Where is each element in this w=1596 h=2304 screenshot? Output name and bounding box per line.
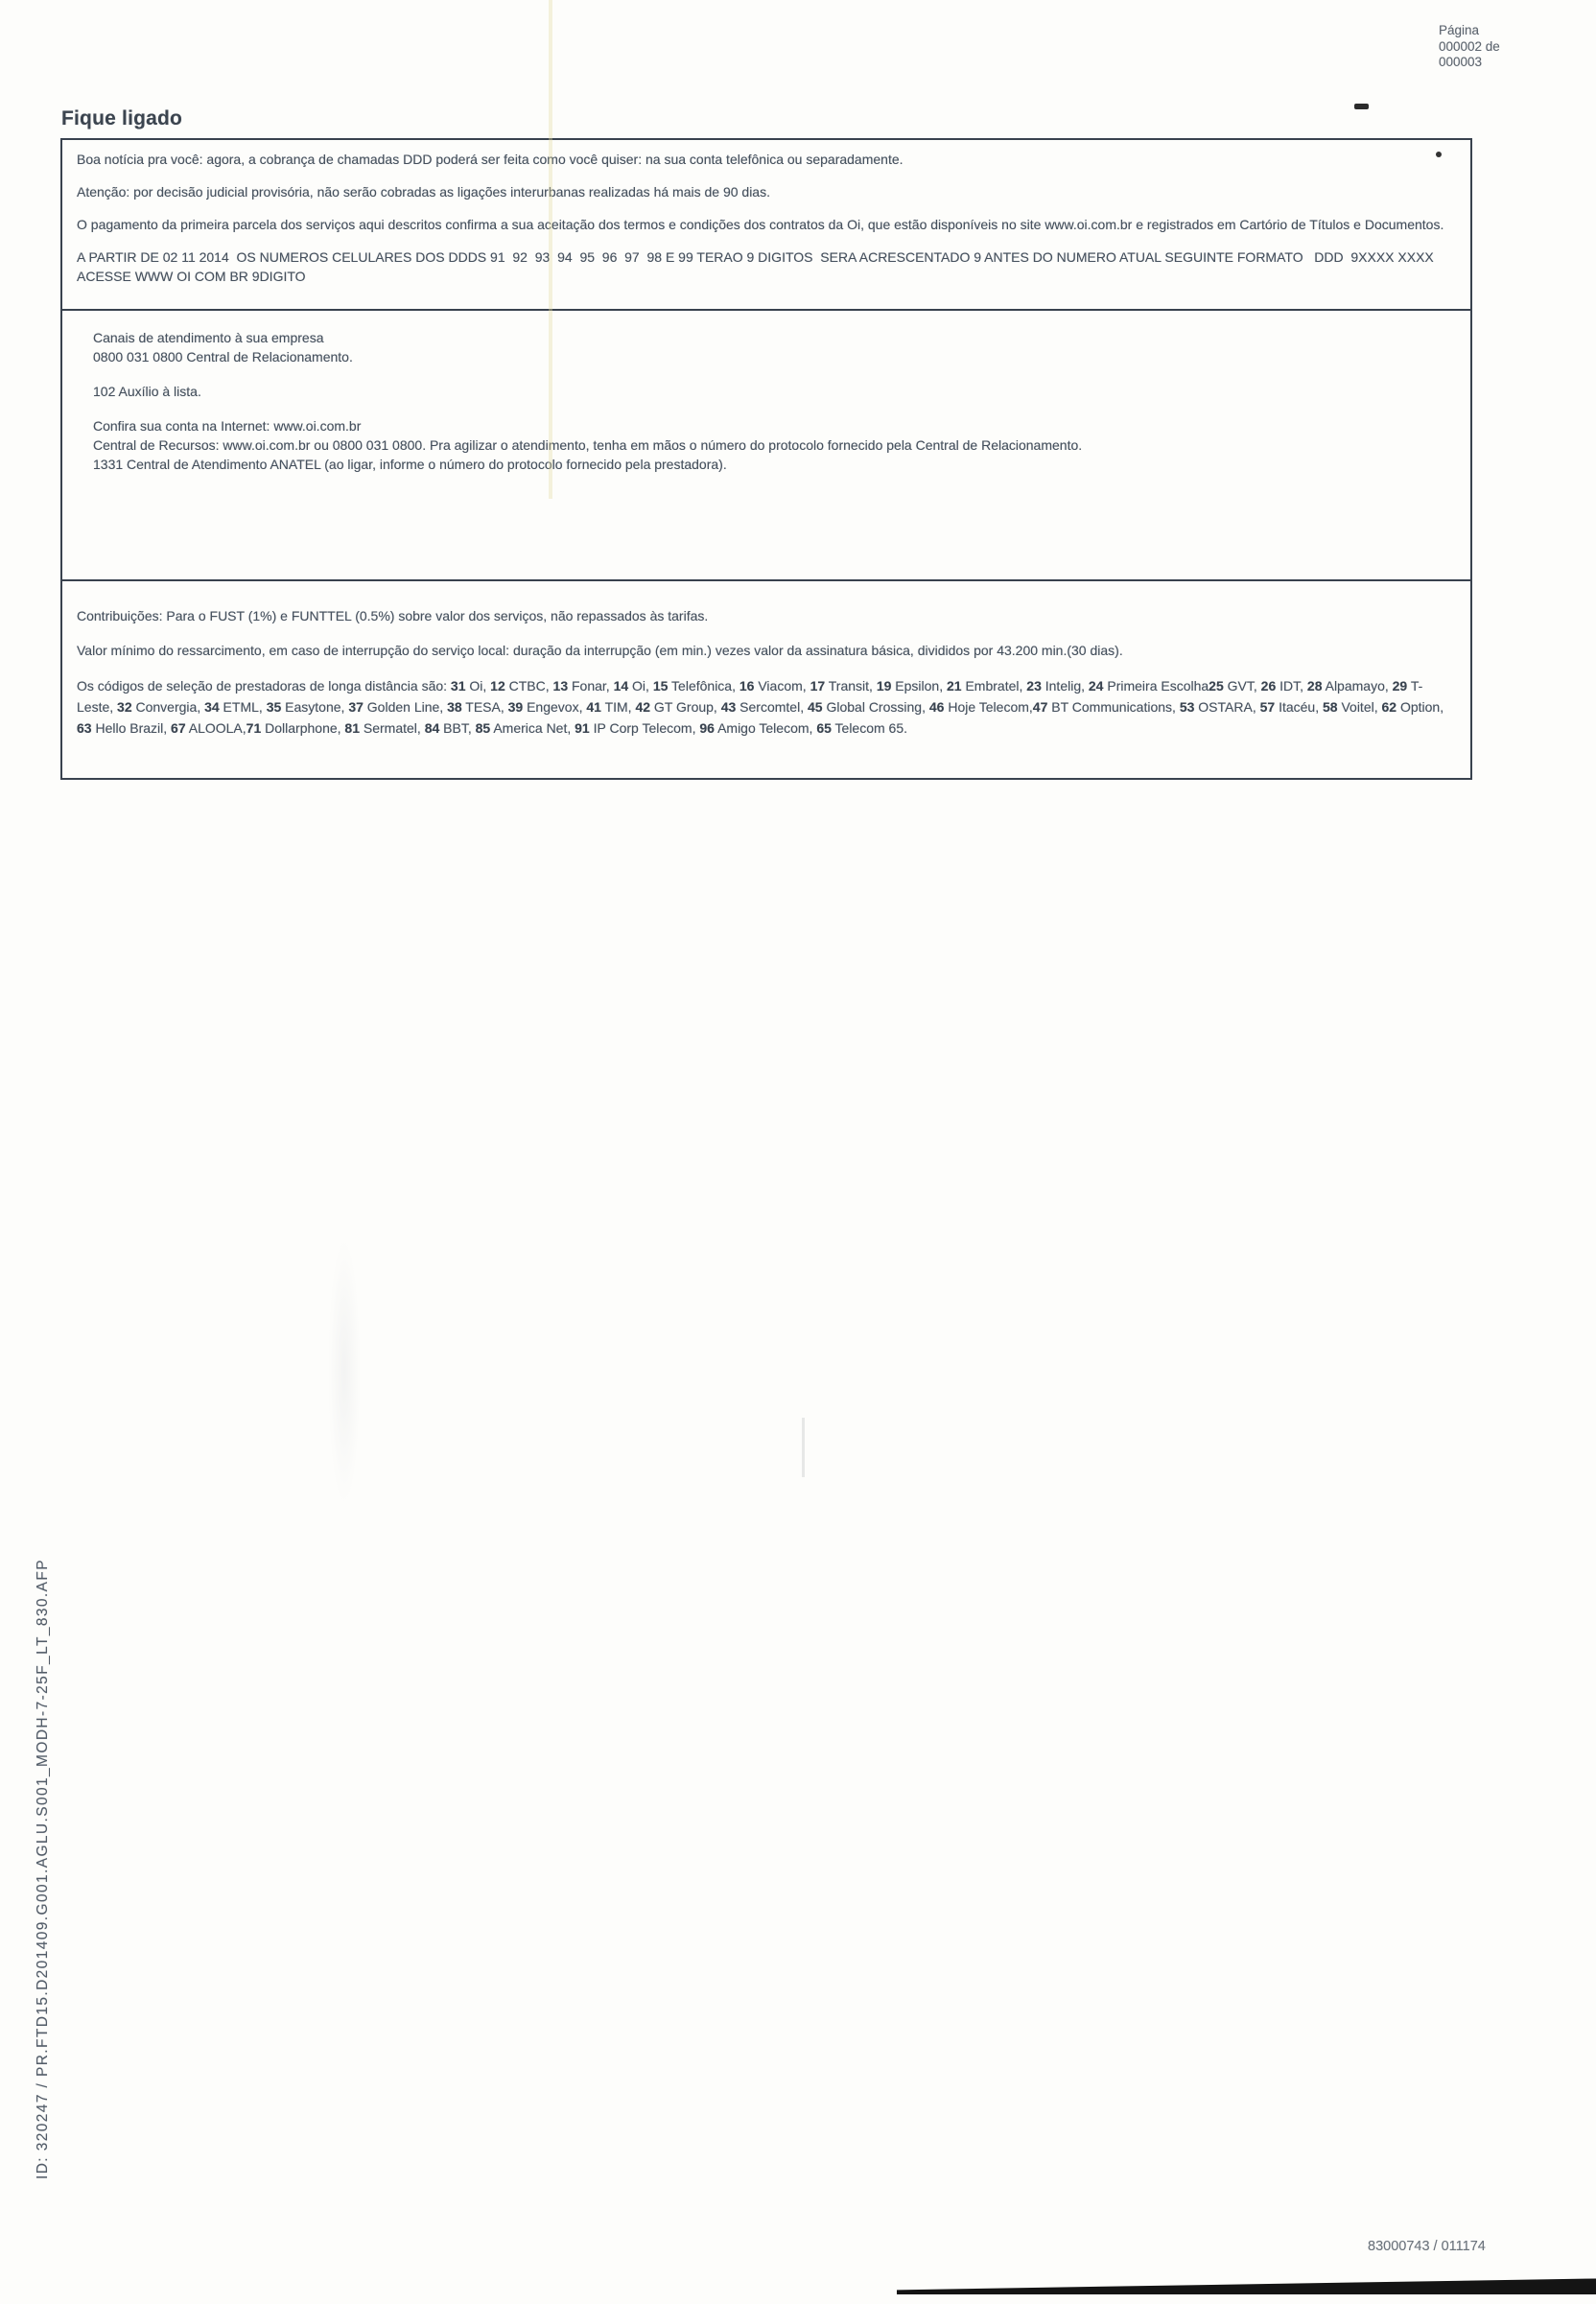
- channels-anatel: 1331 Central de Atendimento ANATEL (ao ligar, informe o número do protocolo fornecido pela prestadora).: [93, 457, 727, 472]
- footer-reference: 83000743 / 011174: [1368, 2239, 1486, 2254]
- carrier-codes-paragraph: Os códigos de seleção de prestadoras de longa distância são: 31 Oi, 12 CTBC, 13 Fonar, 14 Oi, 15 Telefônica, 16 Viacom, 17 Transit, 19 Epsilon, 21 Embratel, 23 Intelig, 24 Primeira Escolha25 GVT, 26 IDT, 28 Alpamayo, 29 T-Leste, 32 Convergia, 34 ETML, 35 Easytone, 37 Golden Line, 38 TESA, 39 Engevox, 41 TIM, 42 GT Group, 43 Sercomtel, 45 Global Crossing, 46 Hoje Telecom,47 BT Communications, 53 OSTARA, 57 Itacéu, 58 Voitel, 62 Option, 63 Hello Brazil, 67 ALOOLA,71 Dollarphone, 81 Sermatel, 84 BBT, 85 America Net, 91 IP Corp Telecom, 96 Amigo Telecom, 65 Telecom 65.: [77, 678, 1444, 736]
- scan-artifact-streak: [549, 0, 552, 499]
- notices-frame: [60, 138, 1472, 780]
- scan-artifact-smudge: [328, 1237, 361, 1506]
- notice-paragraph: O pagamento da primeira parcela dos serviços aqui descritos confirma a sua aceitação dos termos e condições dos contratos da Oi, que estão disponíveis no site www.oi.com.br e registrados em Cartório de Títulos e Documentos.: [77, 217, 1444, 232]
- channels-phone-central: 0800 031 0800 Central de Relacionamento.: [93, 349, 353, 364]
- notice-paragraph: Atenção: por decisão judicial provisória, não serão cobradas as ligações interurbanas realizadas há mais de 90 dias.: [77, 184, 770, 200]
- spacer: [93, 366, 1457, 382]
- page-title: Fique ligado: [61, 107, 183, 129]
- scan-artifact-bar: [897, 2277, 1596, 2294]
- page-indicator-label: Página: [1439, 23, 1480, 37]
- legal-contributions: Contribuições: Para o FUST (1%) e FUNTTEL (0.5%) sobre valor dos serviços, não repassados às tarifas.: [77, 608, 709, 623]
- legal-section: [62, 579, 1470, 739]
- notice-paragraph: Boa notícia pra você: agora, a cobrança de chamadas DDD poderá ser feita como você quiser: na sua conta telefônica ou separadamente.: [77, 152, 904, 167]
- page-indicator-total: 000003: [1439, 55, 1483, 69]
- spacer: [93, 401, 1457, 416]
- channels-heading: Canais de atendimento à sua empresa: [93, 330, 324, 345]
- channels-resources: Central de Recursos: www.oi.com.br ou 0800 031 0800. Pra agilizar o atendimento, tenha em mãos o número do protocolo fornecido pela Central de Relacionamento.: [93, 437, 1083, 453]
- scan-artifact-streak: [802, 1418, 805, 1477]
- legal-refund: Valor mínimo do ressarcimento, em caso de interrupção do serviço local: duração da interrupção (em min.) vezes valor da assinatura básica, divididos por 43.200 min.(30 dias).: [77, 643, 1123, 658]
- channels-phone-directory: 102 Auxílio à lista.: [93, 384, 201, 399]
- page-indicator-number: 000002 de: [1439, 38, 1500, 54]
- notice-paragraph-9digit: A PARTIR DE 02 11 2014 OS NUMEROS CELULARES DOS DDDS 91 92 93 94 95 96 97 98 E 99 TERAO 9 DIGITOS SERA ACRESCENTADO 9 ANTES DO NUMERO ATUAL SEGUINTE FORMATO DDD 9XXXX XXXX ACESSE WWW OI COM BR 9DIGITO: [77, 249, 1441, 284]
- scan-artifact-dash: [1354, 104, 1369, 109]
- service-channels-section: [62, 309, 1470, 474]
- notices-section: [62, 140, 1470, 286]
- side-document-id: ID: 320247 / PR.FTD15.D201409.G001.AGLU.S001_MODH-7-25F_LT_830.AFP: [35, 1559, 51, 2179]
- page-indicator: [1439, 23, 1500, 71]
- scan-artifact-dot: [1436, 152, 1442, 157]
- channels-internet: Confira sua conta na Internet: www.oi.com.br: [93, 418, 362, 434]
